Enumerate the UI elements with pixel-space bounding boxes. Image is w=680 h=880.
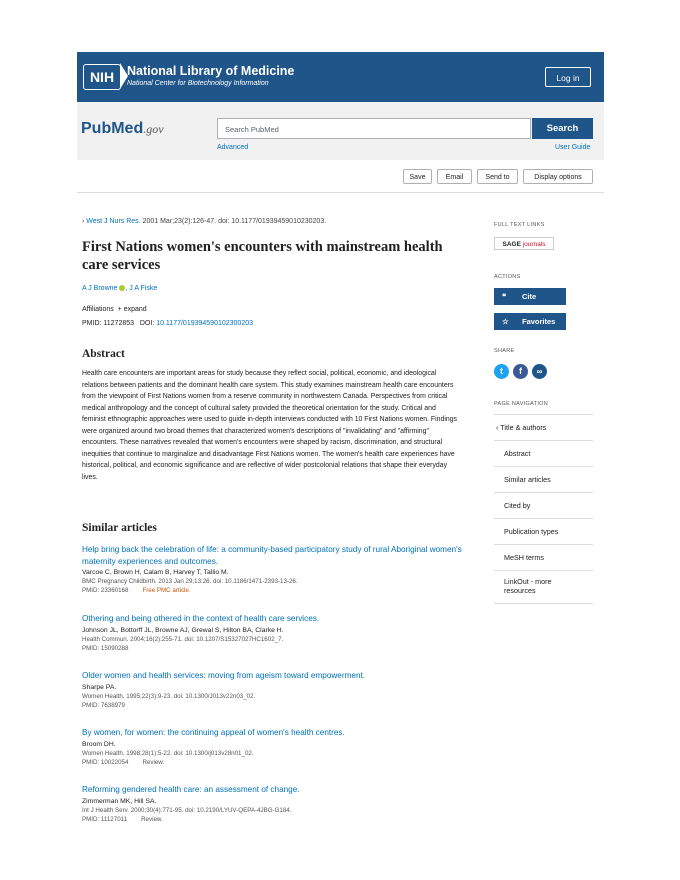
similar-article-pmid: PMID: 10022054 [82, 758, 129, 766]
abstract-heading: Abstract [82, 348, 125, 360]
nih-header [77, 52, 604, 102]
similar-article-authors: Zimmerman MK, Hill SA. [82, 797, 157, 805]
quote-icon: ❝ [502, 292, 507, 301]
similar-articles-heading: Similar articles [82, 522, 157, 534]
actions-label: ACTIONS [494, 274, 521, 280]
doi-link[interactable]: 10.1177/019394590102300203 [156, 320, 254, 327]
logo-pub: Pub [81, 120, 112, 137]
orcid-icon[interactable] [119, 285, 125, 291]
permalink-icon[interactable]: ∞ [532, 364, 547, 379]
logo-med: Med [111, 120, 144, 137]
doi-label: DOI: [139, 320, 155, 327]
similar-article-citation: Health Commun. 2004;16(2):255-71. doi: 10.1207/S15327027HC1602_7. [82, 635, 284, 643]
search-input[interactable]: Search PubMed [217, 118, 531, 139]
nav-title-authors[interactable] [494, 414, 593, 439]
similar-article-citation: Women Health. 1995;22(3):9-23. doi: 10.1300/J013v22n03_02. [82, 692, 256, 700]
pubmed-page [77, 52, 604, 832]
similar-article-title[interactable]: Help bring back the celebration of life: a community-based participatory study of rural Aboriginal women's maternity experiences and outcomes. [82, 545, 462, 566]
similar-article-authors: Johnson JL, Bottorff JL, Browne AJ, Grewal S, Hilton BA, Clarke H. [82, 626, 284, 634]
expand-affiliations-button[interactable]: + expand [117, 306, 147, 313]
logo-gov: .gov [143, 122, 164, 136]
citation-line [82, 218, 326, 225]
similar-article-pmid-row [82, 816, 462, 823]
similar-article-pmid-row [82, 587, 462, 594]
similar-article-authors: Broom DH. [82, 740, 116, 748]
similar-article-pmid: PMID: 15090288 [82, 644, 129, 652]
cite-button[interactable] [494, 288, 566, 305]
send-to-button[interactable]: Send to [477, 169, 518, 184]
cite-label: Cite [522, 292, 537, 301]
similar-article-citation: Women Health. 1998;28(1):5-22. doi: 10.1300/j013v28n01_02. [82, 749, 254, 757]
free-pmc-badge: Free PMC article. [142, 587, 191, 594]
author-link[interactable]: A J Browne [82, 285, 118, 292]
nav-abstract[interactable]: Abstract [494, 440, 593, 465]
favorites-button[interactable] [494, 313, 566, 330]
similar-article-citation: Int J Health Serv. 2000;30(4):771-95. doi: 10.2190/LYUV-QEPA-4JBG-G184. [82, 806, 292, 814]
nav-similar-articles[interactable]: Similar articles [494, 466, 593, 491]
similar-article-authors: Sharpe PA. [82, 683, 117, 691]
ncbi-subtitle: National Center for Biotechnology Information [127, 80, 269, 87]
favorites-label: Favorites [522, 317, 556, 326]
similar-article [82, 670, 462, 709]
sage-journals-link[interactable] [494, 237, 554, 250]
nav-item-label: Title & authors [500, 423, 547, 432]
similar-article-title[interactable]: Older women and health services: moving from ageism toward empowerment. [82, 671, 366, 680]
similar-article-title[interactable]: Reforming gendered health care: an assessment of change. [82, 785, 300, 794]
authors-list: A J Browne , J A Fiske [82, 285, 158, 292]
facebook-icon[interactable]: f [513, 364, 528, 379]
similar-article-pmid-row [82, 759, 462, 766]
similar-article-pmid: PMID: 23360168 [82, 587, 129, 594]
similar-article-authors: Varcoe C, Brown H, Calam B, Harvey T, Tallio M. [82, 569, 229, 576]
nav-cited-by[interactable]: Cited by [494, 492, 593, 517]
review-badge: Review. [142, 758, 165, 766]
email-button[interactable]: Email [437, 169, 472, 184]
star-icon: ☆ [502, 317, 509, 326]
nav-publication-types[interactable]: Publication types [494, 518, 593, 543]
nih-logo[interactable]: NIH [83, 64, 121, 90]
twitter-icon[interactable]: t [494, 364, 509, 379]
pmid: PMID: 11272853 [82, 320, 135, 327]
similar-article [82, 613, 462, 652]
save-button[interactable]: Save [403, 169, 432, 184]
advanced-search-link[interactable]: Advanced [217, 144, 249, 151]
journals-label: journals [522, 241, 546, 248]
similar-article-pmid: PMID: 11127011 [82, 815, 128, 823]
article-title: First Nations women's encounters with mainstream health care services [82, 239, 443, 273]
nav-mesh-terms[interactable]: MeSH terms [494, 544, 593, 569]
affiliations-label: Affiliations [82, 306, 114, 313]
chevron-right-icon: › [82, 218, 85, 225]
similar-article [82, 544, 462, 594]
search-button[interactable]: Search [532, 118, 593, 139]
chevron-left-icon: ‹ [496, 423, 499, 432]
search-area [77, 102, 604, 160]
login-button[interactable]: Log in [545, 67, 591, 87]
article-toolbar [77, 160, 604, 193]
share-label: SHARE [494, 348, 515, 354]
display-options-button[interactable]: Display options [523, 169, 593, 184]
citation-text: 2001 Mar;23(2):126-47. doi: 10.1177/01939459010230203. [142, 218, 327, 225]
similar-article-citation: BMC Pregnancy Childbirth. 2013 Jan 29;13:26. doi: 10.1186/1471-2393-13-26. [82, 578, 298, 585]
similar-article-pmid: PMID: 7638979 [82, 701, 125, 709]
similar-article [82, 727, 462, 766]
abstract-text: Health care encounters are important areas for study because they reflect social, political, economic, and ideological relations between patients and the dominant health care system. This study examines mainstream health care encounters from the viewpoint of First Nations women from a reserve community in northwestern Canada. Perspectives from critical medical anthropology and the concept of cultural safety provided the theoretical orientation for the study. Critical and feminist ethnographic approaches were used to guide in-depth interviews conducted with 10 First Nations women. Findings were organized around two broad themes that characterized women's descriptions of "invalidating" and "affirming" encounters. These narratives revealed that women's encounters were shaped by racism, discrimination, and structural inequities that continue to marginalize and disadvantage First Nations women. The women's health care experiences have historical, political, and economic significance and are reflective of wider postcolonial relations that shape their everyday lives. [82, 370, 457, 481]
similar-article-title[interactable]: By women, for women: the continuing appeal of women's health centres. [82, 728, 345, 737]
journal-link[interactable]: West J Nurs Res. [86, 218, 141, 225]
user-guide-link[interactable]: User Guide [555, 144, 591, 151]
pubmed-logo[interactable] [81, 120, 164, 138]
article-ids [82, 320, 253, 327]
author-link[interactable]: J A Fiske [129, 285, 158, 292]
nlm-title[interactable]: National Library of Medicine [127, 64, 295, 78]
review-badge: Review. [141, 815, 163, 823]
affiliations-row [82, 306, 147, 313]
similar-article-title[interactable]: Othering and being othered in the context of health care services. [82, 614, 320, 623]
similar-article [82, 784, 462, 823]
full-text-links-label: FULL TEXT LINKS [494, 222, 545, 228]
sage-label: SAGE [502, 241, 521, 248]
page-navigation-label: PAGE NAVIGATION [494, 401, 549, 407]
nav-linkout[interactable]: LinkOut - more resources [494, 570, 593, 604]
